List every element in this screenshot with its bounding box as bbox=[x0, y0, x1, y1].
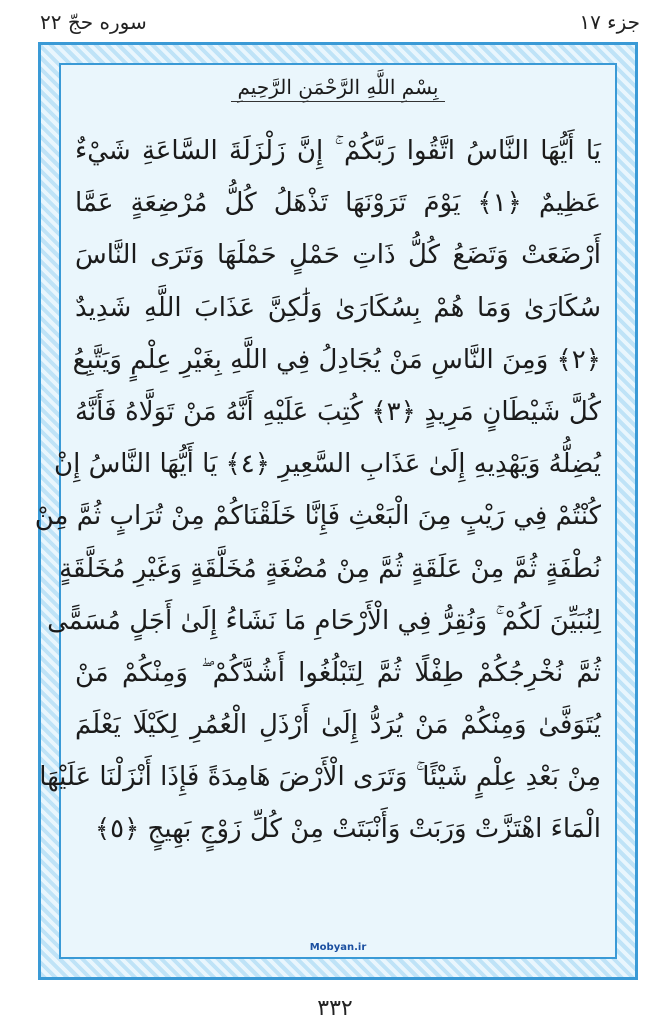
bismillah: بِسْمِ اللَّهِ الرَّحْمَنِ الرَّحِيمِ bbox=[237, 75, 439, 99]
verse-line: سُكَارَىٰ وَمَا هُمْ بِسُكَارَىٰ وَلَٰكِنَّ عَذَابَ اللَّهِ شَدِيدٌ bbox=[75, 292, 601, 323]
text-panel bbox=[34, 63, 617, 959]
juz-label: جزء ١٧ bbox=[579, 10, 640, 34]
verse-line: مِنْ بَعْدِ عِلْمٍ شَيْئًا ۚ وَتَرَى الْأَرْضَ هَامِدَةً فَإِذَا أَنْزَلْنَا عَلَيْهَا bbox=[39, 762, 601, 793]
verse-line: الْمَاءَ اهْتَزَّتْ وَرَبَتْ وَأَنْبَتَتْ مِنْ كُلِّ زَوْجٍ بَهِيجٍ ﴿٥﴾ bbox=[94, 814, 601, 845]
page-number: ٣٣٢ bbox=[317, 996, 353, 1021]
verse-line: يُضِلُّهُ وَيَهْدِيهِ إِلَىٰ عَذَابِ السَّعِيرِ ﴿٤﴾ يَا أَيُّهَا النَّاسُ إِنْ bbox=[53, 449, 601, 480]
bismillah-rule bbox=[231, 101, 445, 102]
verse-line: ثُمَّ نُخْرِجُكُمْ طِفْلًا ثُمَّ لِتَبْلُغُوا أَشُدَّكُمْ ۖ وَمِنْكُمْ مَنْ bbox=[75, 657, 601, 688]
verse-line: يُتَوَفَّىٰ وَمِنْكُمْ مَنْ يُرَدُّ إِلَىٰ أَرْذَلِ الْعُمُرِ لِكَيْلَا يَعْلَمَ bbox=[75, 710, 601, 741]
verse-line: لِنُبَيِّنَ لَكُمْ ۚ وَنُقِرُّ فِي الْأَرْحَامِ مَا نَشَاءُ إِلَىٰ أَجَلٍ مُسَمًّى bbox=[47, 605, 601, 636]
page-frame bbox=[34, 42, 638, 980]
verse-line: كُنْتُمْ فِي رَيْبٍ مِنَ الْبَعْثِ فَإِنَّا خَلَقْنَاكُمْ مِنْ تُرَابٍ ثُمَّ مِنْ bbox=[34, 501, 601, 532]
verse-line: عَظِيمٌ ﴿١﴾ يَوْمَ تَرَوْنَهَا تَذْهَلُ كُلُّ مُرْضِعَةٍ عَمَّا bbox=[75, 188, 601, 219]
verse-lines bbox=[34, 125, 602, 856]
verse-line: يَا أَيُّهَا النَّاسُ اتَّقُوا رَبَّكُمْ ۚ إِنَّ زَلْزَلَةَ السَّاعَةِ شَيْءٌ bbox=[75, 136, 601, 166]
verse-line: كُلَّ شَيْطَانٍ مَرِيدٍ ﴿٣﴾ كُتِبَ عَلَيْهِ أَنَّهُ مَنْ تَوَلَّاهُ فَأَنَّهُ bbox=[75, 396, 602, 427]
surah-label: سوره حجّ ٢٢ bbox=[40, 10, 147, 34]
verse-line: ﴿٢﴾ وَمِنَ النَّاسِ مَنْ يُجَادِلُ فِي اللَّهِ بِغَيْرِ عِلْمٍ وَيَتَّبِعُ bbox=[72, 344, 601, 375]
verse-line: نُطْفَةٍ ثُمَّ مِنْ عَلَقَةٍ ثُمَّ مِنْ مُضْغَةٍ مُخَلَّقَةٍ وَغَيْرِ مُخَلَّقَةٍ bbox=[59, 553, 601, 584]
watermark: Mobyan.ir bbox=[309, 942, 367, 953]
verse-line: أَرْضَعَتْ وَتَضَعُ كُلُّ ذَاتِ حَمْلٍ حَمْلَهَا وَتَرَى النَّاسَ bbox=[75, 240, 601, 271]
